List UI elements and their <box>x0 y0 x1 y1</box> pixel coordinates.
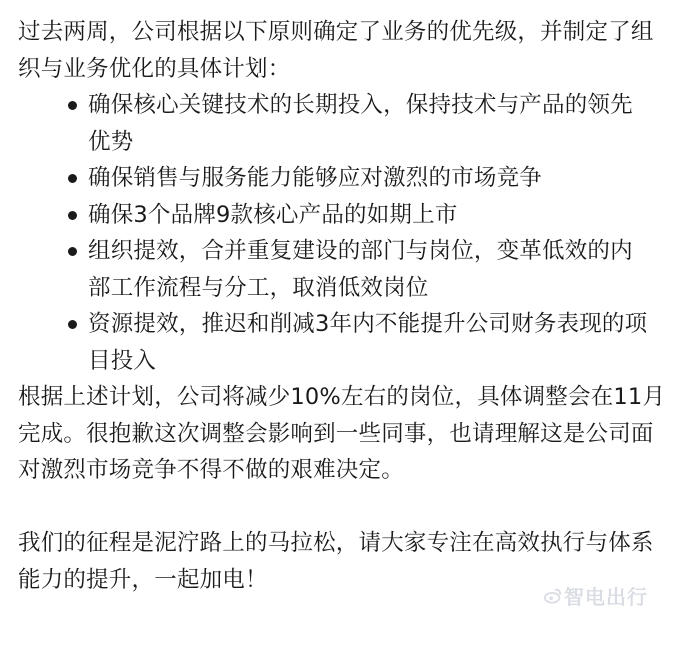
watermark-text: 智电出行 <box>564 585 648 609</box>
watermark <box>544 581 648 610</box>
closing-paragraph: 我们的征程是泥泞路上的马拉松，请大家专注在高效执行与体系能力的提升，一起加电！ <box>18 530 654 593</box>
paragraph-spacer <box>18 489 668 526</box>
priority-list <box>18 87 668 379</box>
list-item-text: 组织提效，合并重复建设的部门与岗位，变革低效的内部工作流程与分工，取消低效岗位 <box>88 238 633 301</box>
list-item <box>18 233 668 306</box>
bullet-dot-icon <box>68 247 77 256</box>
weibo-logo-icon <box>544 587 562 605</box>
list-item <box>18 197 668 234</box>
list-item <box>18 160 668 197</box>
list-item <box>18 87 668 160</box>
document-body <box>18 14 668 598</box>
intro-paragraph: 过去两周，公司根据以下原则确定了业务的优先级，并制定了组织与业务优化的具体计划： <box>18 19 654 82</box>
list-item-text: 确保销售与服务能力能够应对激烈的市场竞争 <box>88 165 543 191</box>
list-item-text: 资源提效，推迟和削减3年内不能提升公司财务表现的项目投入 <box>88 311 648 374</box>
bullet-dot-icon <box>68 101 77 110</box>
list-item-text: 确保3个品牌9款核心产品的如期上市 <box>88 201 458 228</box>
bullet-dot-icon <box>68 174 77 183</box>
bullet-dot-icon <box>68 211 77 220</box>
plan-paragraph: 根据上述计划，公司将减少10%左右的岗位，具体调整会在11月完成。很抱歉这次调整会影响到一些同事，也请理解这是公司面对激烈市场竞争不得不做的艰难决定。 <box>18 384 666 483</box>
bullet-dot-icon <box>68 320 77 329</box>
list-item-text: 确保核心关键技术的长期投入，保持技术与产品的领先优势 <box>88 92 633 155</box>
list-item <box>18 306 668 379</box>
